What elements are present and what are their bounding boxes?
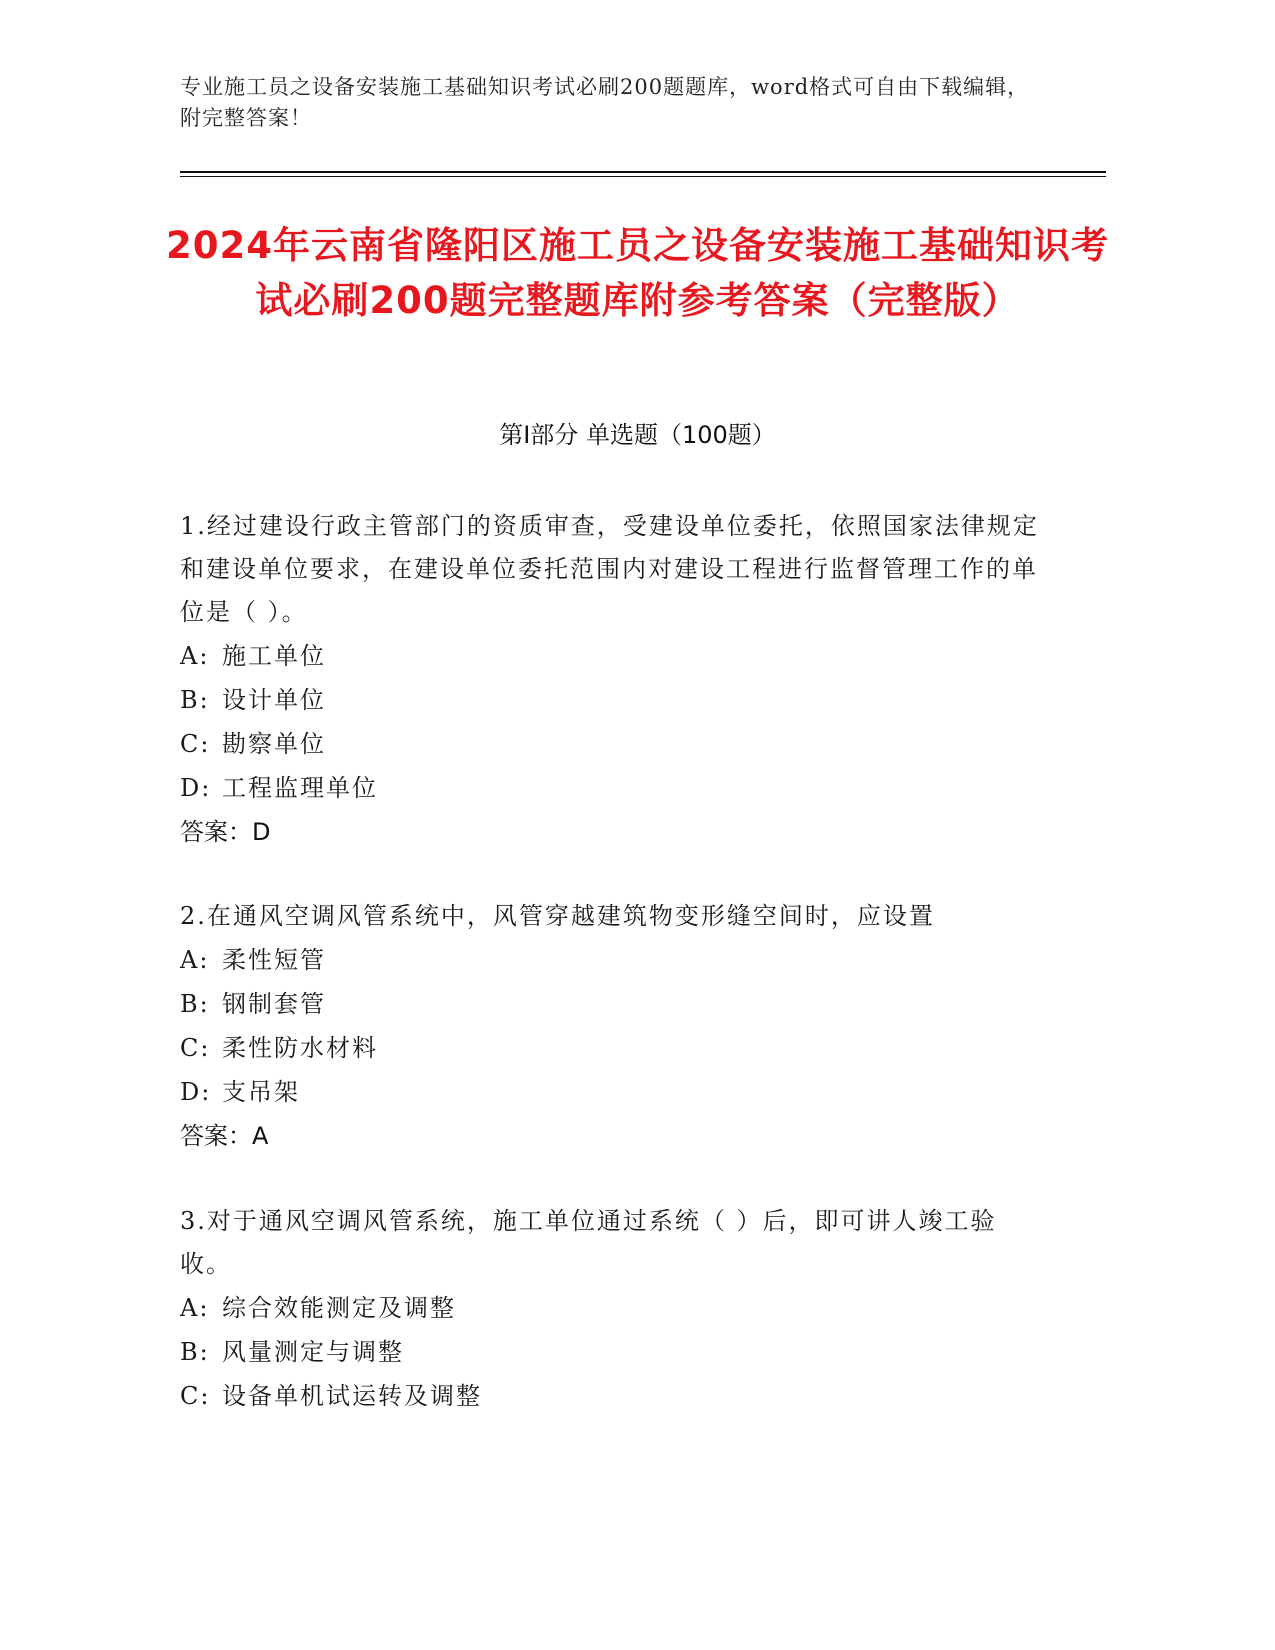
section-title: 第I部分 单选题（100题） <box>499 421 776 449</box>
option-text: 设备单机试运转及调整 <box>222 1382 482 1410</box>
option-letter: D: <box>180 1078 212 1106</box>
option-letter: C: <box>180 1034 211 1062</box>
option-letter: D: <box>180 774 212 802</box>
header-divider-thick <box>180 171 1106 173</box>
option-text: 柔性防水材料 <box>222 1034 378 1062</box>
option-letter: B: <box>180 686 210 714</box>
option-letter: B: <box>180 1338 210 1366</box>
option-text: 勘察单位 <box>222 730 326 758</box>
option-c <box>180 1026 1040 1070</box>
option-a <box>180 938 1040 982</box>
option-text: 施工单位 <box>222 642 326 670</box>
option-letter: A: <box>180 946 210 974</box>
option-text: 支吊架 <box>222 1078 300 1106</box>
question-2 <box>180 895 1040 1158</box>
option-text: 风量测定与调整 <box>222 1338 404 1366</box>
question-stem: 1.经过建设行政主管部门的资质审查，受建设单位委托，依照国家法律规定和建设单位要求，在建设单位委托范围内对建设工程进行监督管理工作的单位是（ ）。 <box>180 512 1039 626</box>
option-b <box>180 678 1040 722</box>
document-title: 2024年云南省隆阳区施工员之设备安装施工基础知识考试必刷200题完整题库附参考答案（完整版） <box>166 224 1109 322</box>
answer-line: 答案：D <box>180 818 271 846</box>
option-d <box>180 766 1040 810</box>
option-letter: A: <box>180 642 210 670</box>
option-c <box>180 1374 1040 1418</box>
option-d <box>180 1070 1040 1114</box>
option-letter: B: <box>180 990 210 1018</box>
option-letter: A: <box>180 1294 210 1322</box>
option-letter: C: <box>180 730 211 758</box>
option-b <box>180 1330 1040 1374</box>
option-text: 钢制套管 <box>222 990 326 1018</box>
option-letter: C: <box>180 1382 211 1410</box>
option-a <box>180 1286 1040 1330</box>
option-a <box>180 634 1040 678</box>
answer-line: 答案：A <box>180 1122 269 1150</box>
option-c <box>180 722 1040 766</box>
option-text: 工程监理单位 <box>222 774 378 802</box>
header-divider-thin <box>180 176 1106 177</box>
question-1 <box>180 505 1040 854</box>
question-stem: 2.在通风空调风管系统中，风管穿越建筑物变形缝空间时，应设置 <box>180 902 935 930</box>
option-text: 设计单位 <box>222 686 326 714</box>
header-note: 专业施工员之设备安装施工基础知识考试必刷200题题库，word格式可自由下载编辑，附完整答案！ <box>180 75 1030 130</box>
option-text: 柔性短管 <box>222 946 326 974</box>
option-b <box>180 982 1040 1026</box>
question-stem: 3.对于通风空调风管系统，施工单位通过系统（ ）后，即可讲人竣工验收。 <box>180 1207 997 1278</box>
question-3 <box>180 1200 1040 1418</box>
option-text: 综合效能测定及调整 <box>222 1294 456 1322</box>
